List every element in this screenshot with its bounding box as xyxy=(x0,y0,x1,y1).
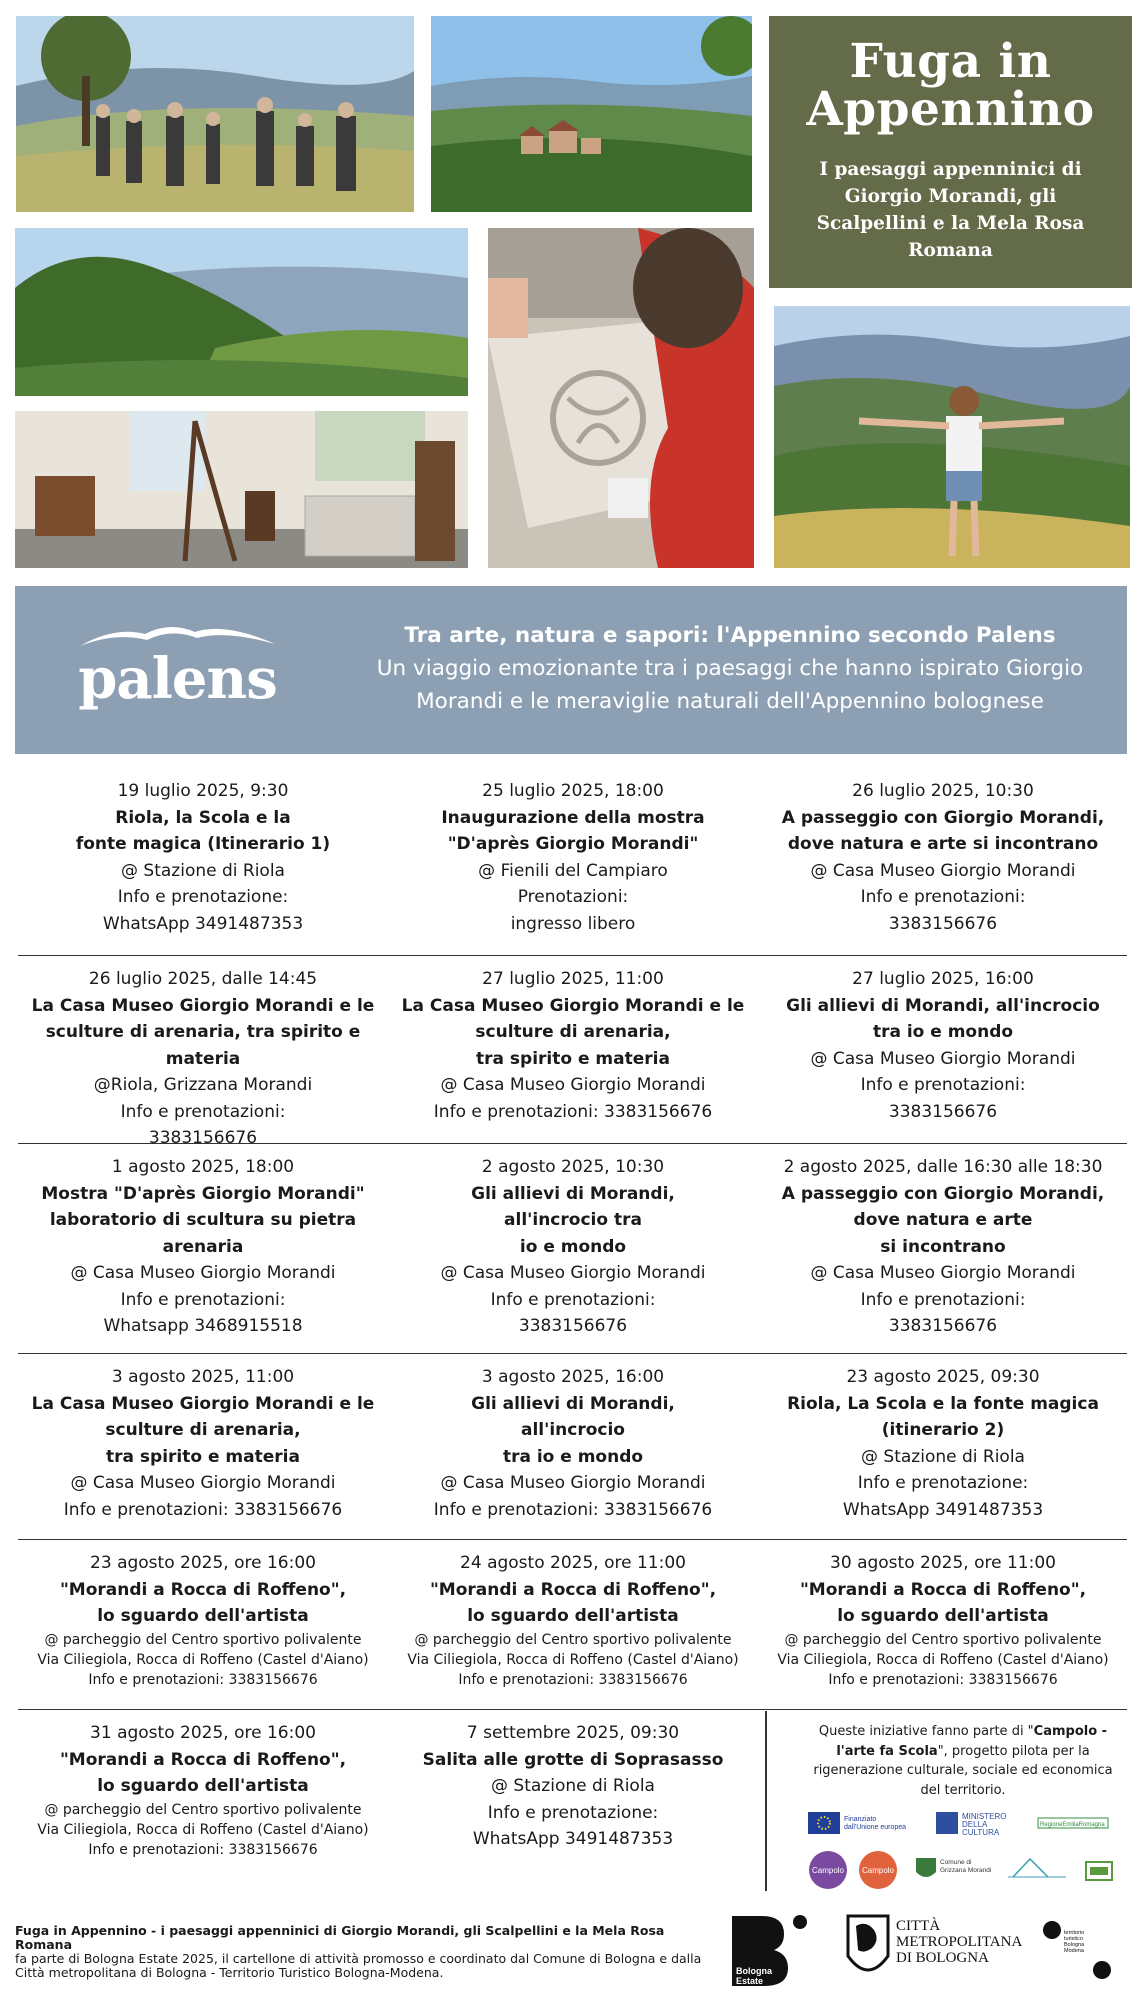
event-title: sculture di arenaria, tra spirito e materia xyxy=(45,1022,361,1069)
event-card xyxy=(18,966,388,1152)
citta-line-3: DI BOLOGNA xyxy=(896,1950,989,1966)
park-logo-icon xyxy=(1086,1862,1112,1880)
event-title: si incontrano xyxy=(880,1236,1006,1257)
event-info: Info e prenotazioni: 3383156676 xyxy=(63,1499,343,1520)
event-title: "D'après Giorgio Morandi" xyxy=(447,834,699,854)
regione-logo xyxy=(1038,1818,1108,1828)
event-location: @ Casa Museo Giorgio Morandi xyxy=(440,1263,706,1283)
event-card xyxy=(18,1720,388,1860)
event-details: @ parcheggio del Centro sportivo polivalente xyxy=(414,1631,732,1648)
event-title: Gli allievi di Morandi, xyxy=(471,1393,675,1414)
territorio-line-2: turistico xyxy=(1064,1936,1083,1942)
event-info: 3383156676 xyxy=(888,913,998,934)
event-info: WhatsApp 3491487353 xyxy=(102,913,304,934)
event-title: sculture di arenaria, xyxy=(475,1022,671,1042)
event-title: Mostra "D'après Giorgio Morandi" xyxy=(41,1183,365,1204)
event-title: io e mondo xyxy=(519,1236,627,1257)
territorio-line-4: Modena xyxy=(1064,1948,1084,1954)
event-title: lo sguardo dell'artista xyxy=(837,1606,1049,1626)
event-date: 23 agosto 2025, 09:30 xyxy=(846,1367,1040,1387)
campolo-logo-orange xyxy=(859,1851,897,1889)
campolo-logo-purple-label: Campolo xyxy=(811,1866,845,1875)
ministero-line-2: DELLA xyxy=(962,1820,988,1829)
event-title: lo sguardo dell'artista xyxy=(97,1776,309,1796)
eu-funding-line-1: Finanziato xyxy=(844,1816,877,1823)
event-title: fonte magica (Itinerario 1) xyxy=(75,834,331,854)
event-card xyxy=(18,778,388,937)
event-details: Via Ciliegiola, Rocca di Roffeno (Castel d'Aiano) xyxy=(37,1651,369,1668)
page-title: Fuga in Appennino xyxy=(806,34,1095,137)
event-title: tra io e mondo xyxy=(872,1022,1014,1042)
citta-line-1: CITTÀ xyxy=(896,1918,941,1934)
event-title: A passeggio con Giorgio Morandi, xyxy=(781,1183,1105,1204)
event-location: @ Fienili del Campiaro xyxy=(478,860,668,881)
event-title: A passeggio con Giorgio Morandi, xyxy=(781,807,1105,828)
photo-village-mountains xyxy=(431,16,752,212)
event-title: La Casa Museo Giorgio Morandi e le xyxy=(401,995,745,1016)
event-title: dove natura e arte si incontrano xyxy=(787,834,1099,854)
citta-line-2: METROPOLITANA xyxy=(896,1934,1023,1950)
event-info: 3383156676 xyxy=(148,1128,258,1148)
bologna-estate-line-1: Bologna xyxy=(736,1966,772,1976)
event-info: Info e prenotazioni: 3383156676 xyxy=(433,1499,713,1520)
event-info: Info e prenotazioni: xyxy=(860,1289,1026,1310)
campolo-post: ", progetto pilota per la rigenerazione culturale, sociale ed economica del territorio. xyxy=(813,1743,1113,1798)
palens-banner xyxy=(15,586,1127,754)
event-title: (itinerario 2) xyxy=(881,1420,1005,1440)
event-info: Info e prenotazioni: xyxy=(860,1075,1026,1095)
title-box xyxy=(769,16,1132,288)
event-details: Via Ciliegiola, Rocca di Roffeno (Castel d'Aiano) xyxy=(37,1821,369,1838)
bologna-estate-line-2: Estate xyxy=(736,1976,764,1986)
event-location: @ Stazione di Riola xyxy=(121,860,285,881)
event-card xyxy=(758,1364,1128,1523)
bologna-estate-logo xyxy=(732,1915,807,1986)
photo-girl-mountains xyxy=(774,306,1130,568)
event-card xyxy=(388,1154,758,1340)
event-info: Whatsapp 3468915518 xyxy=(103,1316,303,1336)
event-details: Info e prenotazioni: 3383156676 xyxy=(88,1841,318,1858)
event-date: 19 luglio 2025, 9:30 xyxy=(117,781,289,801)
event-info: 3383156676 xyxy=(518,1316,628,1336)
event-title: La Casa Museo Giorgio Morandi e le xyxy=(31,995,375,1016)
comune-crest-icon xyxy=(916,1858,936,1877)
lion-crest-icon xyxy=(848,1916,888,1970)
event-info: Info e prenotazione: xyxy=(857,1473,1029,1493)
event-details: @ parcheggio del Centro sportivo polivalente xyxy=(784,1631,1102,1648)
event-title: all'incrocio tra xyxy=(504,1210,642,1230)
eu-funding-line-2: dall'Unione europea xyxy=(844,1824,907,1831)
event-date: 7 settembre 2025, 09:30 xyxy=(466,1723,680,1743)
campolo-project-name: Campolo - l'arte fa Scola xyxy=(836,1724,1108,1759)
event-date: 30 agosto 2025, ore 11:00 xyxy=(830,1553,1056,1573)
event-date: 31 agosto 2025, ore 16:00 xyxy=(90,1723,316,1743)
event-details: @ parcheggio del Centro sportivo polivalente xyxy=(44,1801,362,1818)
event-title: "Morandi a Rocca di Roffeno", xyxy=(59,1749,347,1770)
event-card xyxy=(758,966,1128,1125)
event-title: lo sguardo dell'artista xyxy=(97,1606,309,1626)
citta-metropolitana-logo xyxy=(896,1917,1022,1966)
event-title: "Morandi a Rocca di Roffeno", xyxy=(429,1579,717,1600)
footer-description: fa parte di Bologna Estate 2025, il cartellone di attività promosso e coordinato dal Comune di Bologna e dalla Città metropolitana di Bologna - Territorio Turistico Bologna-Modena. xyxy=(15,1951,702,1980)
event-info: Prenotazioni: xyxy=(517,887,629,907)
event-info: Info e prenotazioni: xyxy=(860,887,1026,907)
event-card xyxy=(758,1550,1128,1690)
page-subtitle: I paesaggi appenninici di Giorgio Morandi, gli Scalpellini e la Mela Rosa Romana xyxy=(816,159,1085,261)
event-location: @ Casa Museo Giorgio Morandi xyxy=(810,1048,1076,1069)
svg-text:territorioturisticoBolognaMode xyxy=(1064,1930,1085,1954)
event-location: @ Casa Museo Giorgio Morandi xyxy=(440,1075,706,1095)
event-location: @ Casa Museo Giorgio Morandi xyxy=(70,1473,336,1493)
palens-logo xyxy=(75,616,280,726)
svg-text:MINISTERODELLACULTURA xyxy=(962,1812,1006,1837)
event-info: 3383156676 xyxy=(888,1101,998,1122)
campolo-pre: Queste iniziative fanno parte di " xyxy=(818,1724,1034,1739)
event-date: 3 agosto 2025, 11:00 xyxy=(111,1367,295,1387)
event-row xyxy=(18,1364,1127,1540)
event-title: arenaria xyxy=(162,1236,244,1257)
vertical-divider xyxy=(765,1711,767,1891)
event-title: sculture di arenaria, xyxy=(105,1420,301,1440)
event-card xyxy=(758,1154,1128,1340)
event-location: @ Casa Museo Giorgio Morandi xyxy=(70,1263,336,1283)
event-card xyxy=(388,1364,758,1523)
event-row xyxy=(18,1154,1127,1354)
event-title: La Casa Museo Giorgio Morandi e le xyxy=(31,1393,375,1414)
palens-logo-text: palens xyxy=(78,646,277,712)
ministero-line-3: CULTURA xyxy=(962,1828,1000,1837)
event-card xyxy=(388,1550,758,1690)
event-row xyxy=(18,966,1127,1148)
banner-text: Un viaggio emozionante tra i paesaggi che hanno ispirato Giorgio Morandi e le meraviglie naturali dell'Appennino bolognese xyxy=(376,656,1084,714)
event-date: 2 agosto 2025, dalle 16:30 alle 18:30 xyxy=(783,1157,1103,1177)
campolo-logo-orange-label: Campolo xyxy=(861,1866,895,1875)
event-title: Gli allievi di Morandi, xyxy=(471,1183,675,1204)
photo-morandi-studio xyxy=(15,411,468,568)
event-card xyxy=(758,778,1128,937)
event-card xyxy=(18,1550,388,1690)
photo-group-hikers xyxy=(16,16,414,212)
event-location: @ Casa Museo Giorgio Morandi xyxy=(810,860,1076,881)
event-date: 2 agosto 2025, 10:30 xyxy=(481,1157,665,1177)
footer-title: Fuga in Appennino - i paesaggi appenninici di Giorgio Morandi, gli Scalpellini e la Mela Rosa Romana xyxy=(15,1923,665,1952)
event-row xyxy=(18,778,1127,956)
banner-heading: Tra arte, natura e sapori: l'Appennino secondo Palens xyxy=(404,623,1056,648)
event-date: 24 agosto 2025, ore 11:00 xyxy=(460,1553,686,1573)
comune-line-1: Comune di xyxy=(940,1859,972,1866)
territorio-turistico-logo xyxy=(1043,1921,1111,1979)
campolo-note xyxy=(808,1722,1118,1800)
event-info: WhatsApp 3491487353 xyxy=(842,1499,1044,1520)
event-date: 26 luglio 2025, dalle 14:45 xyxy=(88,969,318,989)
event-details: Info e prenotazioni: 3383156676 xyxy=(828,1671,1058,1688)
event-card xyxy=(18,1154,388,1340)
event-card xyxy=(388,966,758,1125)
eu-flag-icon xyxy=(808,1812,840,1834)
footer-logos xyxy=(730,1912,1130,1988)
campolo-logo-purple xyxy=(809,1851,847,1889)
event-location: @ Stazione di Riola xyxy=(491,1776,655,1796)
event-info: Info e prenotazione: xyxy=(117,887,289,907)
photo-sculpture-carving xyxy=(488,228,754,568)
event-card xyxy=(18,1364,388,1523)
event-info: Info e prenotazione: xyxy=(487,1802,659,1823)
event-title: "Morandi a Rocca di Roffeno", xyxy=(799,1579,1087,1600)
event-title: Salita alle grotte di Soprasasso xyxy=(422,1749,724,1770)
event-details: Via Ciliegiola, Rocca di Roffeno (Castel d'Aiano) xyxy=(407,1651,739,1668)
event-title: Riola, la Scola e la xyxy=(115,807,291,828)
event-title: lo sguardo dell'artista xyxy=(467,1606,679,1626)
event-date: 1 agosto 2025, 18:00 xyxy=(111,1157,295,1177)
ministero-logo xyxy=(936,1812,1006,1837)
event-details: Info e prenotazioni: 3383156676 xyxy=(458,1671,688,1688)
event-info: Info e prenotazioni: xyxy=(120,1289,286,1310)
eu-funding-label xyxy=(844,1816,906,1831)
event-title: Inaugurazione della mostra xyxy=(441,807,705,828)
territorio-line-1: territorio xyxy=(1064,1930,1085,1936)
regione-label: RegioneEmiliaRomagna xyxy=(1040,1822,1105,1828)
event-title: "Morandi a Rocca di Roffeno", xyxy=(59,1579,347,1600)
event-title: tra spirito e materia xyxy=(106,1446,300,1467)
comune-label xyxy=(940,1859,991,1874)
comune-line-2: Grizzana Morandi xyxy=(940,1867,992,1874)
territorio-line-3: Bologna xyxy=(1064,1942,1085,1948)
event-info: Info e prenotazioni: 3383156676 xyxy=(433,1101,713,1122)
event-date: 3 agosto 2025, 16:00 xyxy=(481,1367,665,1387)
event-info: Info e prenotazioni: xyxy=(120,1101,286,1122)
event-location: @Riola, Grizzana Morandi xyxy=(93,1075,313,1095)
event-location: @ Casa Museo Giorgio Morandi xyxy=(440,1473,706,1493)
event-date: 27 luglio 2025, 11:00 xyxy=(482,969,664,989)
event-info: ingresso libero xyxy=(510,913,636,934)
event-card xyxy=(388,1720,758,1853)
event-title: Gli allievi di Morandi, all'incrocio xyxy=(786,995,1100,1016)
event-details: Via Ciliegiola, Rocca di Roffeno (Castel d'Aiano) xyxy=(777,1651,1109,1668)
event-location: @ Casa Museo Giorgio Morandi xyxy=(810,1263,1076,1283)
event-info: Info e prenotazioni: xyxy=(490,1289,656,1310)
event-card xyxy=(388,778,758,937)
event-details: @ parcheggio del Centro sportivo polivalente xyxy=(44,1631,362,1648)
event-info: WhatsApp 3491487353 xyxy=(472,1829,674,1849)
event-details: Info e prenotazioni: 3383156676 xyxy=(88,1671,318,1688)
event-title: tra io e mondo xyxy=(502,1446,644,1467)
event-date: 27 luglio 2025, 16:00 xyxy=(852,969,1034,989)
event-info: 3383156676 xyxy=(888,1316,998,1336)
event-row xyxy=(18,1550,1127,1710)
event-title: laboratorio di scultura su pietra xyxy=(49,1210,357,1230)
mountain-outline-icon xyxy=(1008,1859,1066,1877)
event-location: @ Stazione di Riola xyxy=(861,1446,1025,1467)
event-title: all'incrocio xyxy=(521,1420,625,1440)
event-date: 25 luglio 2025, 18:00 xyxy=(482,781,664,801)
event-date: 23 agosto 2025, ore 16:00 xyxy=(90,1553,316,1573)
event-title: dove natura e arte xyxy=(853,1210,1033,1230)
sponsor-logos xyxy=(808,1812,1123,1892)
ministero-line-1: MINISTERO xyxy=(962,1812,1007,1821)
event-title: Riola, La Scola e la fonte magica xyxy=(787,1393,1099,1414)
event-date: 26 luglio 2025, 10:30 xyxy=(852,781,1034,801)
event-title: tra spirito e materia xyxy=(476,1048,670,1069)
photo-green-hills xyxy=(15,228,468,396)
footer-text xyxy=(15,1924,705,1980)
